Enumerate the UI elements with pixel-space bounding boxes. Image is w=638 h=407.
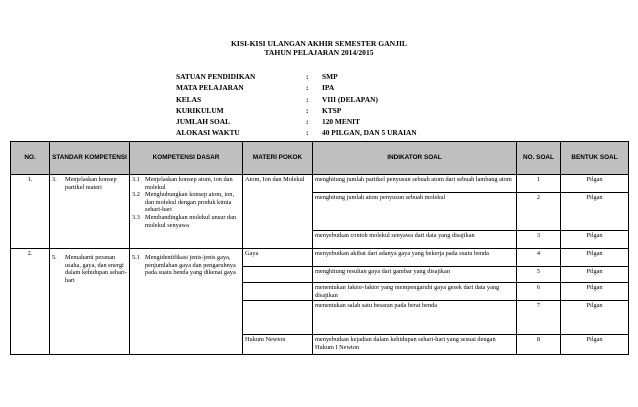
no-soal-cell: 6 (517, 283, 561, 301)
info-row-satuan (176, 71, 417, 82)
document-subtitle: TAHUN PELAJARAN 2014/2015 (264, 48, 374, 57)
no-soal-cell: 3 (517, 231, 561, 249)
no-soal-cell: 1 (517, 175, 561, 193)
materi-pokok-cell (243, 283, 313, 301)
header-bentuk-soal: BENTUK SOAL (561, 142, 629, 175)
indikator-cell: menentukan salah satu besaran pada berat benda (313, 301, 517, 335)
standar-kompetensi-cell (50, 175, 130, 249)
info-colon: : (306, 105, 309, 115)
header-indikator-soal: INDIKATOR SOAL (313, 142, 517, 175)
bentuk-soal-cell: Pilgan (561, 249, 629, 267)
no-soal-cell: 8 (517, 335, 561, 355)
kd-text: Menjelaskan konsep atom, ion dan molekul (145, 176, 233, 191)
kd-number: 3.1 (132, 176, 140, 183)
standar-kompetensi-cell (50, 249, 130, 355)
kd-text: Mengidentifikasi jenis-jenis gaya, penjumlahan gaya dan pengaruhnya pada suatu benda yang dikenai gaya (145, 254, 236, 277)
info-colon: : (306, 128, 309, 138)
table-header-row (11, 142, 629, 175)
no-soal-cell: 5 (517, 267, 561, 283)
no-soal-cell: 2 (517, 193, 561, 231)
indikator-cell: menyebutkan akibat dari adanya gaya yang bekerja pada suatu benda (313, 249, 517, 267)
sk-text: Menjelaskan konsep partikel materi (65, 176, 117, 191)
kisi-kisi-table (10, 141, 629, 355)
info-label: KELAS (176, 94, 202, 104)
info-row-alokasi-waktu (176, 127, 417, 138)
materi-pokok-cell (243, 301, 313, 335)
kd-text: Membandingkan molekul unsur dan molekul senyawa (145, 213, 237, 229)
info-row-mapel (176, 82, 417, 93)
bentuk-soal-cell: Pilgan (561, 335, 629, 355)
info-label: JUMLAH SOAL (176, 117, 230, 127)
indikator-cell: menyebutkan contoh molekul senyawa dari data yang disajikan (313, 231, 517, 249)
header-kompetensi-dasar: KOMPETENSI DASAR (130, 142, 243, 175)
kd-text: Menghubungkan konsep atom, ion, dan molekul dengan produk kimia sehari-hari (145, 191, 235, 214)
bentuk-soal-cell: Pilgan (561, 193, 629, 231)
sk-number: 5. (52, 254, 57, 261)
bentuk-soal-cell: Pilgan (561, 175, 629, 193)
header-no: NO. (11, 142, 50, 175)
materi-pokok-cell: Gaya (243, 249, 313, 267)
info-value: SMP (322, 72, 338, 81)
kompetensi-dasar-cell (130, 175, 243, 249)
info-label: MATA PELAJARAN (176, 83, 244, 93)
info-row-jumlah-soal (176, 116, 417, 127)
info-colon: : (306, 117, 309, 127)
indikator-cell: menghitung resultan gaya dari gambar yang disajikan (313, 267, 517, 283)
kompetensi-dasar-cell (130, 249, 243, 355)
info-row-kurikulum (176, 105, 417, 116)
info-block (176, 71, 417, 139)
info-label: KURIKULUM (176, 105, 224, 115)
bentuk-soal-cell: Pilgan (561, 267, 629, 283)
info-value: IPA (322, 83, 335, 93)
header-materi-pokok: MATERI POKOK (243, 142, 313, 175)
kd-number: 3.2 (132, 191, 140, 199)
info-value: 120 MENIT (322, 117, 360, 127)
kd-number: 5.1 (132, 254, 140, 261)
info-value: VIII (DELAPAN) (322, 94, 378, 104)
sk-text: Memahami peranan usaha, gaya, dan energi dalam kehidupan sehari-hari (65, 254, 127, 284)
document-title: KISI-KISI ULANGAN AKHIR SEMESTER GANJIL (231, 39, 407, 48)
info-colon: : (306, 72, 309, 81)
sk-number: 3. (52, 176, 57, 183)
materi-pokok-cell (243, 267, 313, 283)
row-number: 2. (11, 249, 50, 355)
indikator-cell: menyebutkan kejadian dalam kehidupan sehari-hari yang sesuai dengan Hukum I Newton (313, 335, 517, 355)
no-soal-cell: 7 (517, 301, 561, 335)
kd-number: 3.3 (132, 213, 140, 221)
info-value: 40 PILGAN, DAN 5 URAIAN (322, 128, 417, 138)
info-label: SATUAN PENDIDIKAN (176, 72, 256, 81)
bentuk-soal-cell: Pilgan (561, 231, 629, 249)
header-no-soal: NO. SOAL (517, 142, 561, 175)
indikator-cell: menghitung jumlah partikel penyusun sebuah atom dari sebuah lambang atom (313, 175, 517, 193)
no-soal-cell: 4 (517, 249, 561, 267)
indikator-cell: menghitung jumlah atom penyusun sebuah molekul (313, 193, 517, 231)
info-row-kelas (176, 94, 417, 105)
table-row (11, 249, 629, 267)
materi-pokok-cell: Hukum Newton (243, 335, 313, 355)
info-colon: : (306, 94, 309, 104)
header-standar-kompetensi: STANDAR KOMPETENSI (50, 142, 130, 175)
materi-pokok-cell: Atom, Ion dan Molekul (243, 175, 313, 249)
indikator-cell: menentukan faktor-faktor yang mempengaruhi gaya gesek dari data yang disajikan (313, 283, 517, 301)
info-colon: : (306, 83, 309, 93)
bentuk-soal-cell: Pilgan (561, 301, 629, 335)
table-row (11, 175, 629, 193)
row-number: 1. (11, 175, 50, 249)
bentuk-soal-cell: Pilgan (561, 283, 629, 301)
info-label: ALOKASI WAKTU (176, 128, 240, 138)
info-value: KTSP (322, 105, 342, 115)
